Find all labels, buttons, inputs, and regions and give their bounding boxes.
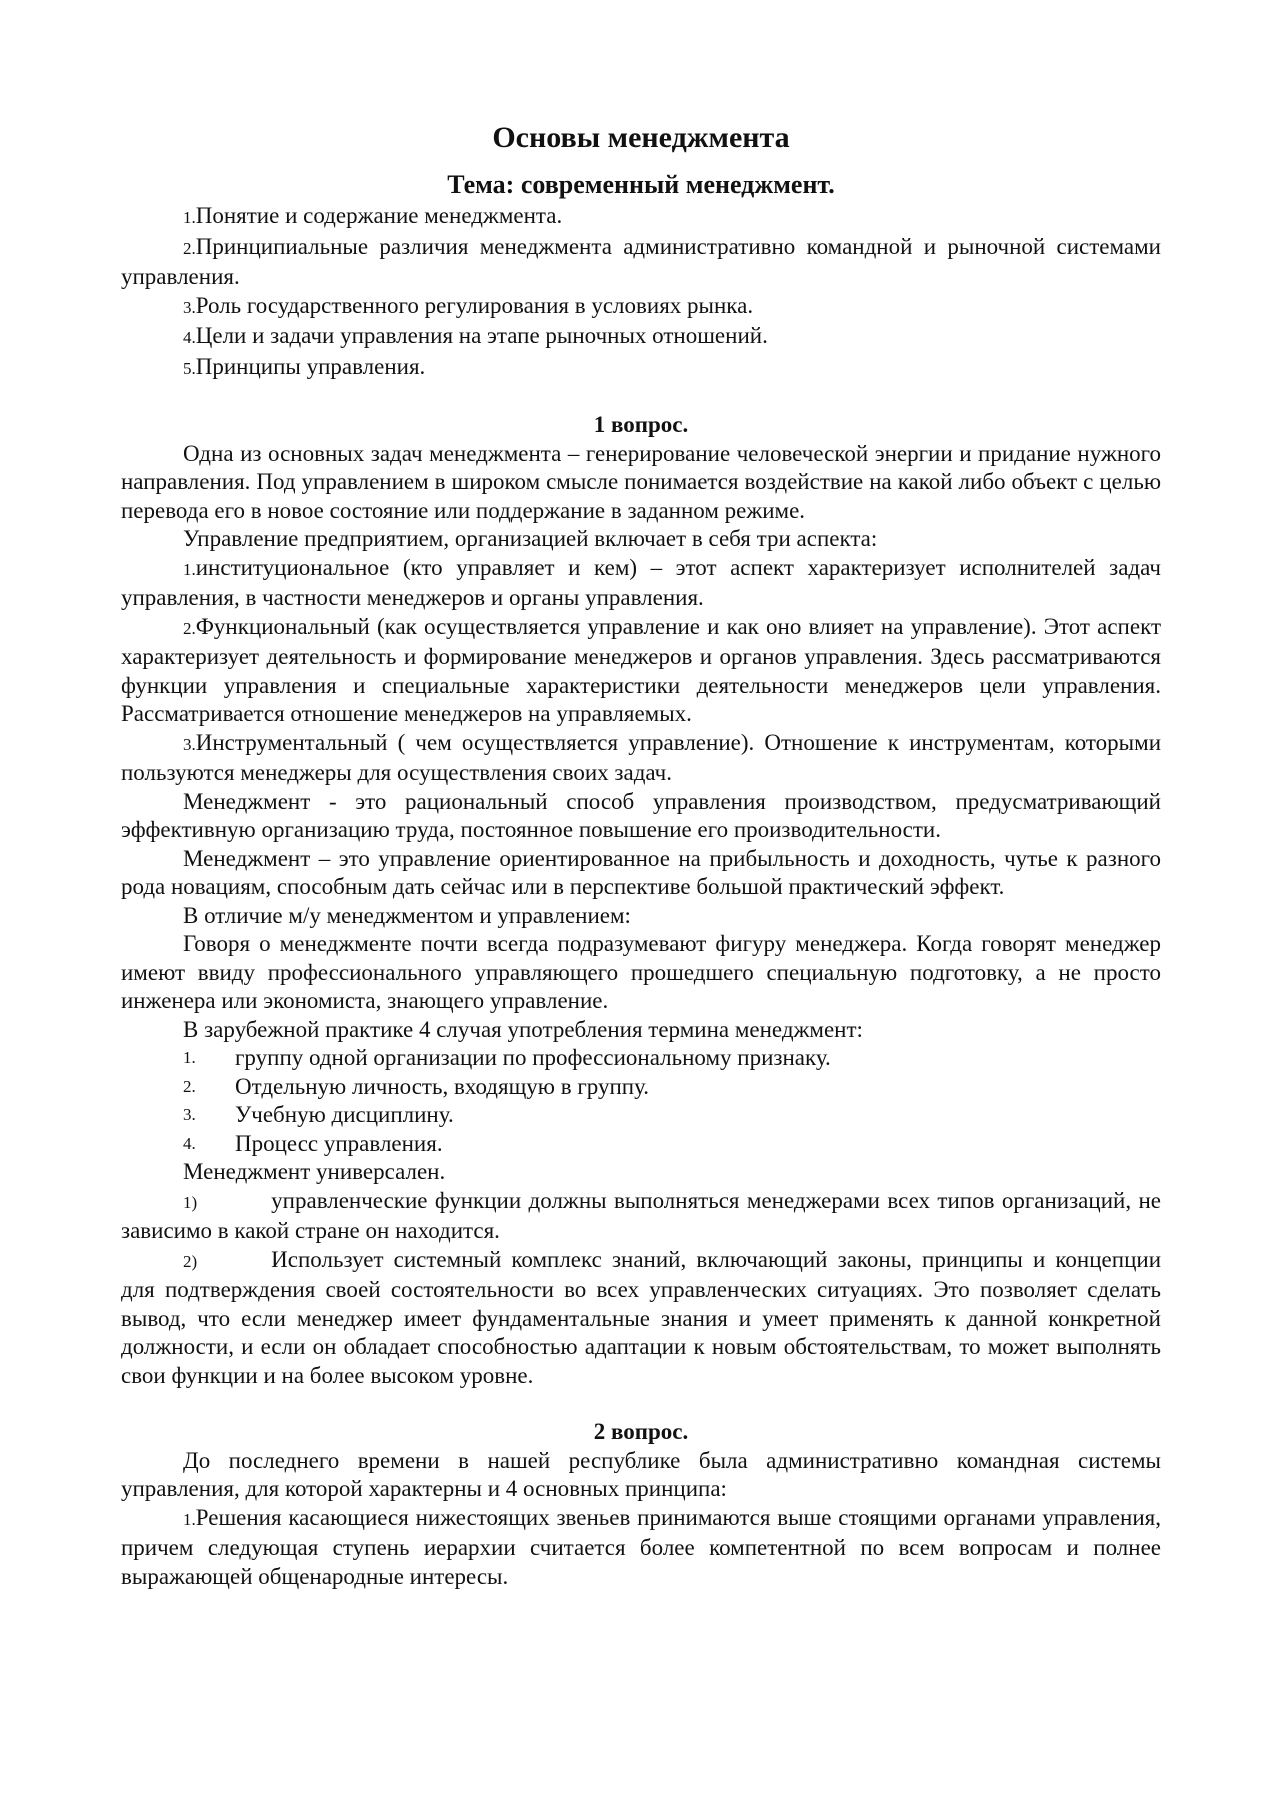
usage-item [121, 1044, 1161, 1073]
universal-text: управленческие функции должны выполняться менеджерами всех типов организаций, не зависимо в какой стране он находится. [121, 1187, 1161, 1243]
paragraph: В зарубежной практике 4 случая употребления термина менеджмент: [183, 1016, 863, 1042]
outline-item [121, 292, 1161, 323]
usage-text: Учебную дисциплину. [235, 1102, 454, 1127]
outline-item [121, 353, 1161, 384]
paragraph: Одна из основных задач менеджмента – генерирование человеческой энергии и придание нужного направления. Под управлением в широком смысле понимается воздействие на какой либо объект с целью перевода его в новое состояние или поддержание в заданном режиме. [121, 440, 1161, 523]
universal-item [121, 1246, 1161, 1391]
paragraph: Менеджмент - это рациональный способ управления производством, предусматривающий эффективную организацию труда, постоянное повышение его производительности. [121, 788, 1161, 842]
outline-item [121, 233, 1161, 292]
universal-text: Использует системный комплекс знаний, включающий законы, принципы и концепции для подтверждения своей состоятельности во всех управленческих ситуациях. Это позволяет сделать вывод, что если менеджер имеет фундаментальные знания и умеет применять к данной конкретной должности, и если он обладает способностью адаптации к новым обстоятельствам, то может выполнять свои функции и на более высоком уровне. [121, 1246, 1161, 1388]
universal-item [121, 1187, 1161, 1246]
aspect-item [121, 613, 1161, 729]
paragraph: В отличие м/у менеджментом и управлением: [183, 902, 631, 928]
outline-text: Принципиальные различия менеджмента административно командной и рыночной системами управления. [121, 233, 1161, 289]
aspect-text: институциональное (кто управляет и кем) – этот аспект характеризует исполнителей задач управления, в частности менеджеров и органы управления. [121, 554, 1161, 610]
document-page [121, 118, 1161, 1591]
paragraph: До последнего времени в нашей республике была административно командная системы управления, для которой характерны и 4 основных принципа: [121, 1447, 1161, 1501]
usage-number: 2. [183, 1076, 196, 1096]
usage-text: Отдельную личность, входящую в группу. [235, 1073, 650, 1099]
usage-item [121, 1130, 1161, 1159]
principle-number: 1. [183, 1509, 196, 1529]
outline-text: Роль государственного регулирования в условиях рынка. [195, 292, 754, 318]
outline-list [121, 202, 1161, 383]
aspect-text: Инструментальный ( чем осуществляется управление). Отношение к инструментам, которыми пользуются менеджеры для осуществления своих задач. [121, 729, 1161, 785]
usage-number: 1. [183, 1048, 196, 1067]
usage-item [121, 1073, 1161, 1102]
usage-text: Процесс управления. [235, 1130, 443, 1156]
universal-number: 2) [183, 1251, 198, 1271]
universal-number: 1) [183, 1192, 198, 1212]
aspect-number: 2. [183, 618, 196, 638]
outline-number: 1. [183, 208, 196, 227]
outline-item [121, 322, 1161, 353]
principle-item [121, 1504, 1161, 1592]
document-topic: Тема: современный менеджмент. [447, 170, 835, 199]
outline-number: 2. [183, 238, 196, 258]
paragraph: Менеджмент универсален. [183, 1159, 446, 1184]
aspect-number: 3. [183, 734, 196, 754]
aspect-number: 1. [183, 559, 196, 579]
aspect-text: Функциональный (как осуществляется управление и как оно влияет на управление). Этот аспект характеризует деятельность и формирование менеджеров и органов управления. Здесь рассматриваются функции управления и специальные характеристики деятельности менеджеров цели управления. Рассматривается отношение менеджеров на управляемых. [121, 613, 1161, 726]
usage-number: 3. [183, 1105, 196, 1124]
paragraph: Менеджмент – это управление ориентированное на прибыльность и доходность, чутье к разного рода новациям, способным дать сейчас или в перспективе большой практический эффект. [121, 845, 1161, 899]
section-heading-q1: 1 вопрос. [593, 412, 689, 437]
outline-number: 4. [183, 328, 196, 347]
section-heading-q2: 2 вопрос. [593, 1419, 689, 1444]
outline-number: 5. [183, 358, 196, 378]
principle-text: Решения касающиеся нижестоящих звеньев принимаются выше стоящими органами управления, причем следующая ступень иерархии считается более компетентной по всем вопросам и полнее выражающей общенародные интересы. [121, 1504, 1161, 1589]
usage-list [121, 1044, 1161, 1158]
aspect-item [121, 554, 1161, 613]
document-title: Основы менеджмента [492, 121, 790, 154]
outline-item [121, 202, 1161, 233]
usage-item [121, 1101, 1161, 1130]
paragraph: Управление предприятием, организацией включает в себя три аспекта: [183, 526, 878, 551]
paragraph: Говоря о менеджменте почти всегда подразумевают фигуру менеджера. Когда говорят менеджер имеют ввиду профессионального управляющего прошедшего специальную подготовку, а не просто инженера или экономиста, знающего управление. [121, 931, 1161, 1013]
aspect-item [121, 729, 1161, 788]
usage-number: 4. [183, 1133, 196, 1153]
outline-text: Цели и задачи управления на этапе рыночных отношений. [195, 323, 768, 348]
outline-number: 3. [183, 297, 196, 317]
usage-text: группу одной организации по профессиональному признаку. [235, 1045, 831, 1070]
outline-text: Понятие и содержание менеджмента. [195, 203, 563, 228]
outline-text: Принципы управления. [195, 353, 426, 379]
